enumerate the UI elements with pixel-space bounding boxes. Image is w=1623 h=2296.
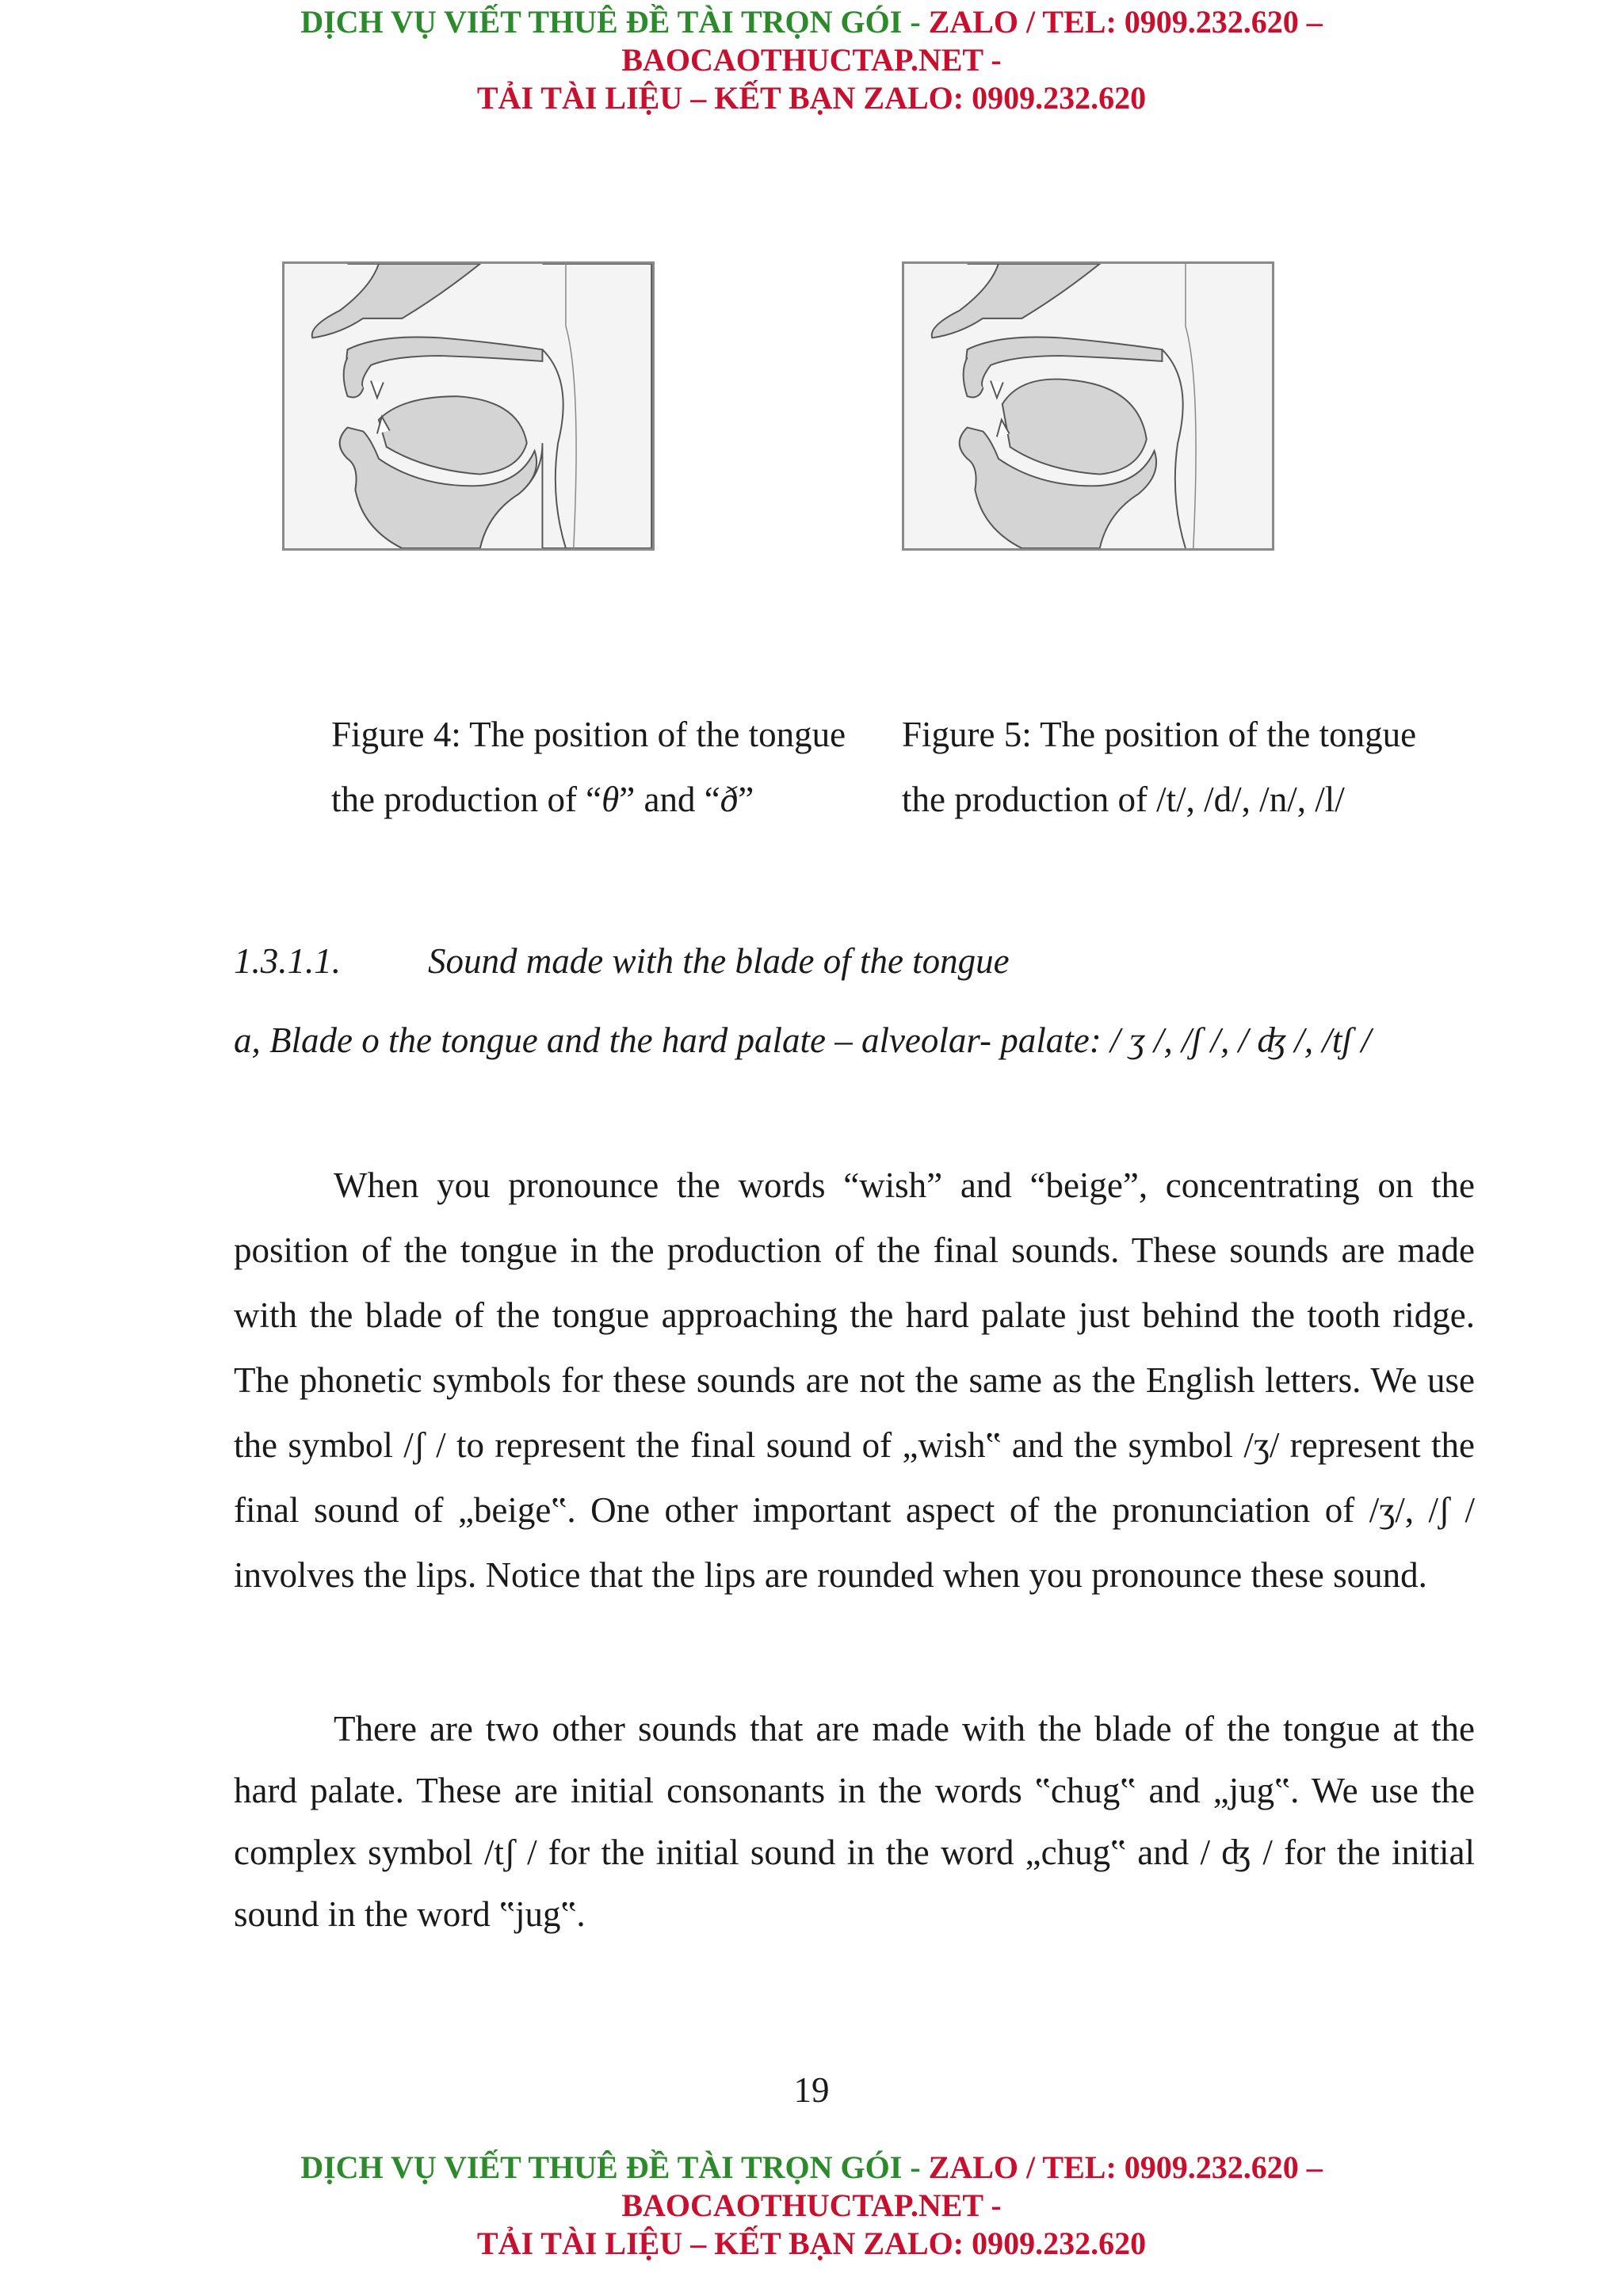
banner-download-text: TẢI TÀI LIỆU – KẾT BẠN ZALO: 0909.232.620 xyxy=(476,80,1147,116)
banner-website[interactable]: BAOCAOTHUCTAP.NET - xyxy=(621,42,1002,78)
section-heading xyxy=(234,929,1010,994)
page-number: 19 xyxy=(793,2070,830,2110)
figure-4-image xyxy=(282,261,655,551)
banner-website[interactable]: BAOCAOTHUCTAP.NET - xyxy=(621,2187,1002,2223)
banner-line-1 xyxy=(0,3,1623,41)
banner-service-text: DỊCH VỤ VIẾT THUÊ ĐỀ TÀI TRỌN GÓI - xyxy=(300,4,921,40)
tongue-diagram-theta xyxy=(285,264,652,548)
figure-4-caption-line-2 xyxy=(331,767,846,832)
footer-banner xyxy=(0,2149,1623,2263)
section-subheading: a, Blade o the tongue and the hard palate – alveolar- palate: / ʒ /, /ʃ /, / ʤ /, /tʃ / xyxy=(234,1020,1372,1060)
figure-5-image xyxy=(902,261,1274,551)
figure-5-caption xyxy=(902,702,1416,832)
caption-text: ” xyxy=(738,780,754,819)
body-paragraph-1: When you pronounce the words “wish” and “beige”, concentrating on the position of the tongue in the production of the final sounds. These sounds are made with the blade of the tongue approaching the hard palate just behind the tooth ridge. The phonetic symbols for these sounds are not the same as the English letters. We use the symbol /ʃ / to represent the final sound of „wish‟ and the symbol /ʒ/ represent the final sound of „beige‟. One other important aspect of the pronunciation of /ʒ/, /ʃ / involves the lips. Notice that the lips are rounded when you pronounce these sound. xyxy=(234,1165,1475,1595)
banner-line-1 xyxy=(0,2149,1623,2187)
banner-service-text: DỊCH VỤ VIẾT THUÊ ĐỀ TÀI TRỌN GÓI - xyxy=(300,2149,921,2185)
caption-text: the production of “ xyxy=(331,780,602,819)
figure-5-caption-line-2: the production of /t/, /d/, /n/, /l/ xyxy=(902,780,1345,819)
banner-download-text: TẢI TÀI LIỆU – KẾT BẠN ZALO: 0909.232.620 xyxy=(476,2225,1147,2261)
tongue-diagram-tdnl xyxy=(904,264,1272,548)
banner-contact-text: ZALO / TEL: 0909.232.620 – xyxy=(920,2149,1323,2185)
header-banner xyxy=(0,3,1623,117)
figure-4-caption xyxy=(331,702,846,832)
eth-symbol: ð xyxy=(720,780,739,819)
figure-5-caption-line-1: Figure 5: The position of the tongue xyxy=(902,715,1417,754)
banner-contact-text: ZALO / TEL: 0909.232.620 – xyxy=(920,4,1323,40)
section-number: 1.3.1.1. xyxy=(234,941,341,981)
theta-symbol: θ xyxy=(601,780,620,819)
body-paragraph-2: There are two other sounds that are made with the blade of the tongue at the hard palate. These are initial consonants in the words ‟chug‟ and „jug‟. We use the complex symbol /tʃ / for the initial sound in the word „chug‟ and / ʤ / for the initial sound in the word ‟jug‟. xyxy=(234,1709,1475,1934)
section-title: Sound made with the blade of the tongue xyxy=(428,941,1010,981)
figure-4-caption-line-1: Figure 4: The position of the tongue xyxy=(331,715,846,754)
caption-text: ” and “ xyxy=(619,780,720,819)
